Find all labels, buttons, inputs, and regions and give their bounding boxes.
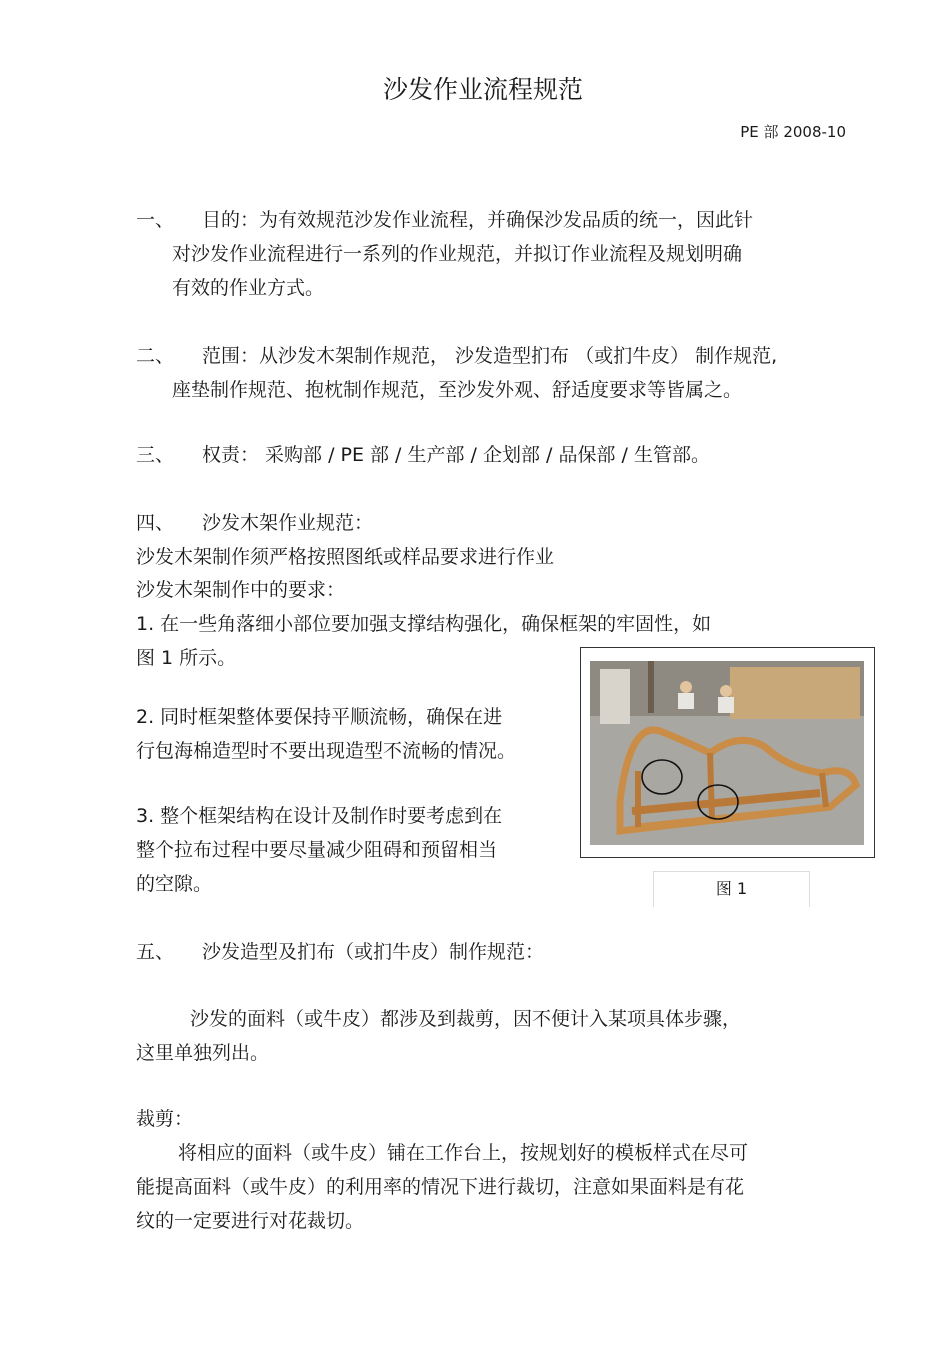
section-2-heading: 范围：从沙发木架制作规范， 沙发造型扪布 （或扪牛皮） 制作规范, <box>202 345 778 367</box>
section-4-line: 1. 在一些角落细小部位要加强支撑结构强化，确保框架的牢固性，如 <box>136 613 712 635</box>
section-4-line: 的空隙。 <box>136 873 213 895</box>
section-1-heading: 目的：为有效规范沙发作业流程，并确保沙发品质的统一，因此针 <box>202 209 754 231</box>
section-5-para1-line: 沙发的面料（或牛皮）都涉及到裁剪，因不便计入某项具体步骤， <box>190 1008 742 1030</box>
section-4-line: 图 1 所示。 <box>136 647 237 669</box>
section-5-number: 五、 <box>136 941 175 963</box>
section-4-line: 2. 同时框架整体要保持平顺流畅，确保在进 <box>136 706 503 728</box>
section-4-line: 整个拉布过程中要尽量减少阻碍和预留相当 <box>136 839 498 861</box>
section-3-number: 三、 <box>136 444 175 466</box>
cutting-heading: 裁剪： <box>136 1108 194 1130</box>
section-4-line: 沙发木架制作中的要求： <box>136 579 346 601</box>
sofa-frame-photo <box>590 661 864 845</box>
section-1-number: 一、 <box>136 209 175 231</box>
section-2-line: 座垫制作规范、抱枕制作规范，至沙发外观、舒适度要求等皆属之。 <box>172 379 743 401</box>
page-title: 沙发作业流程规范 <box>382 75 583 104</box>
section-1-line: 对沙发作业流程进行一系列的作业规范，并拟订作业流程及规划明确 <box>172 243 743 265</box>
figure-1 <box>580 647 875 858</box>
figure-1-caption: 图 1 <box>653 871 810 907</box>
cutting-para-line: 能提高面料（或牛皮）的利用率的情况下进行裁切，注意如果面料是有花 <box>136 1176 745 1198</box>
section-5-heading: 沙发造型及扪布（或扪牛皮）制作规范： <box>202 941 545 963</box>
section-2-number: 二、 <box>136 345 175 367</box>
section-1-line: 有效的作业方式。 <box>172 277 325 299</box>
section-4-number: 四、 <box>136 512 175 534</box>
section-4-line: 行包海棉造型时不要出现造型不流畅的情况。 <box>136 740 517 762</box>
cutting-para-line: 将相应的面料（或牛皮）铺在工作台上，按规划好的模板样式在尽可 <box>178 1142 749 1164</box>
section-4-line: 沙发木架制作须严格按照图纸或样品要求进行作业 <box>136 546 555 568</box>
cutting-para-line: 纹的一定要进行对花裁切。 <box>136 1210 365 1232</box>
section-4-heading: 沙发木架作业规范： <box>202 512 374 534</box>
section-4-line: 3. 整个框架结构在设计及制作时要考虑到在 <box>136 805 503 827</box>
department-date: PE 部 2008-10 <box>740 123 846 141</box>
section-3-heading: 权责： 采购部 / PE 部 / 生产部 / 企划部 / 品保部 / 生管部。 <box>202 444 710 466</box>
section-5-para1-line: 这里单独列出。 <box>136 1042 270 1064</box>
